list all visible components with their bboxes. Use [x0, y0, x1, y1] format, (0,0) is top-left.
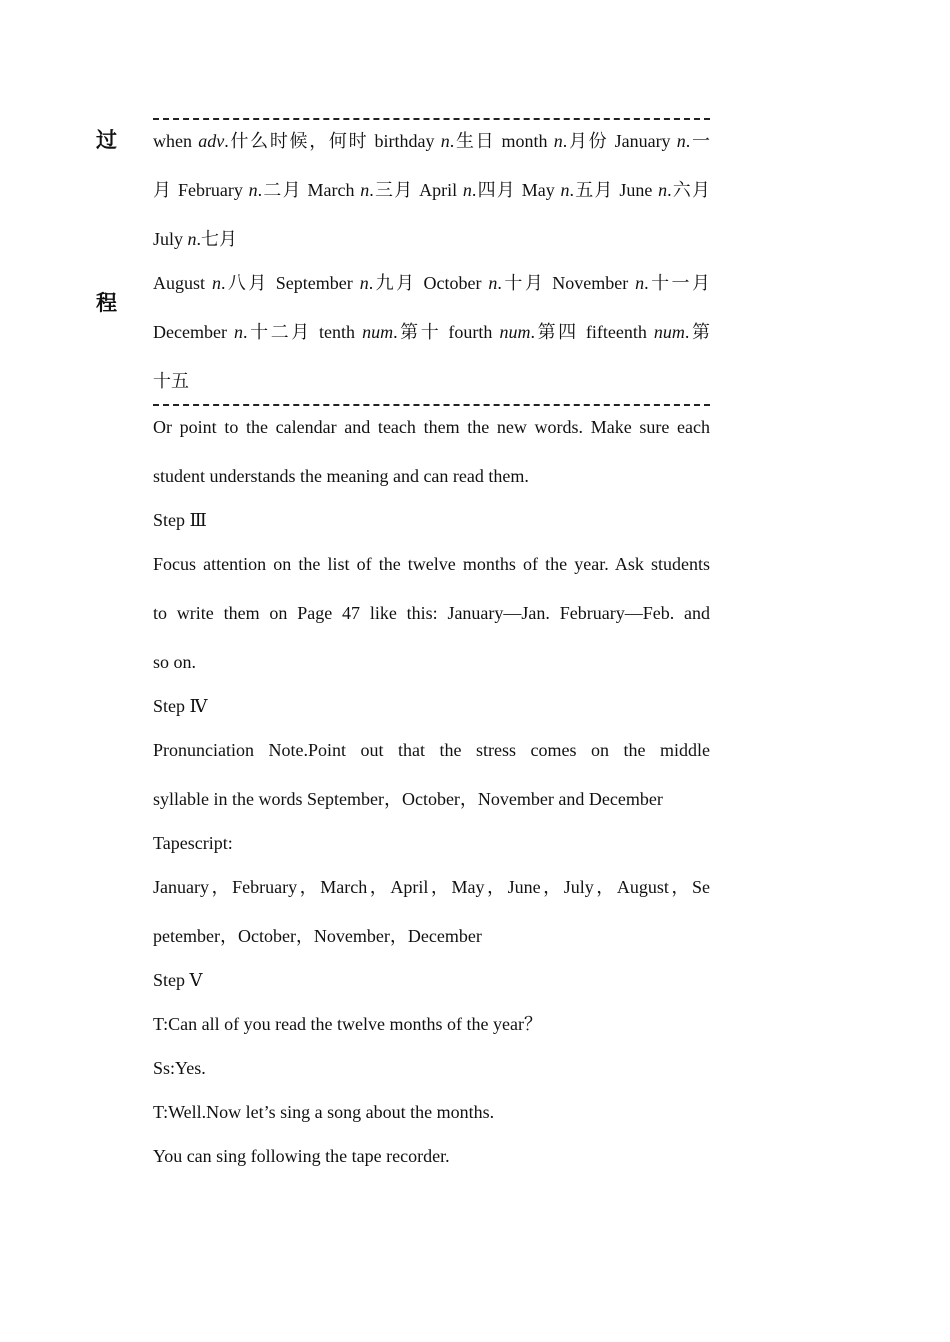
tapescript-label: Tapescript:: [153, 833, 233, 853]
side-label-cheng: 程: [96, 291, 117, 315]
vocab-line-2: 月 February n.二月 March n.三月 April n.四月 May n.五月 June n.六月: [153, 180, 711, 200]
paragraph-3-line-2: syllable in the words September，October，November and December: [153, 789, 663, 809]
tapescript-line-1: January，February，March，April，May，June，July，August，Se: [153, 877, 710, 897]
dialogue-line-1: T:Can all of you read the twelve months of the year？: [153, 1014, 542, 1034]
paragraph-2-line-1: Focus attention on the list of the twelve months of the year. Ask students: [153, 554, 710, 574]
step-5-heading: Step Ⅴ: [153, 970, 203, 990]
paragraph-1-line-2: student understands the meaning and can read them.: [153, 466, 529, 486]
lesson-content: [153, 118, 710, 1179]
vocabulary-block: [153, 120, 710, 404]
paragraph-2-line-2: to write them on Page 47 like this: January—Jan. February—Feb. and: [153, 603, 710, 623]
dialogue-line-2: Ss:Yes.: [153, 1058, 206, 1078]
paragraph-1-line-1: Or point to the calendar and teach them the new words. Make sure each: [153, 417, 710, 437]
paragraph-3-line-1: Pronunciation Note.Point out that the stress comes on the middle: [153, 740, 710, 760]
dialogue-line-3: T:Well.Now let’s sing a song about the months.: [153, 1102, 495, 1122]
tapescript-line-2: petember，October，November，December: [153, 926, 482, 946]
vocab-line-3: July n.七月: [153, 229, 238, 249]
dialogue-line-4: You can sing following the tape recorder.: [153, 1146, 450, 1166]
vocab-line-4: August n.八月 September n.九月 October n.十月 November n.十一月: [153, 273, 710, 293]
side-label-guo: 过: [96, 128, 117, 152]
vocab-line-5: December n.十二月 tenth num.第十 fourth num.第四 fifteenth num.第: [153, 322, 710, 342]
vocab-line-1: when adv.什么时候，何时 birthday n.生日 month n.月份 January n.一: [153, 131, 710, 151]
step-3-heading: Step Ⅲ: [153, 510, 207, 530]
paragraph-2-line-3: so on.: [153, 652, 197, 672]
step-4-heading: Step Ⅳ: [153, 696, 208, 716]
vocab-line-6: 十五: [153, 371, 189, 391]
